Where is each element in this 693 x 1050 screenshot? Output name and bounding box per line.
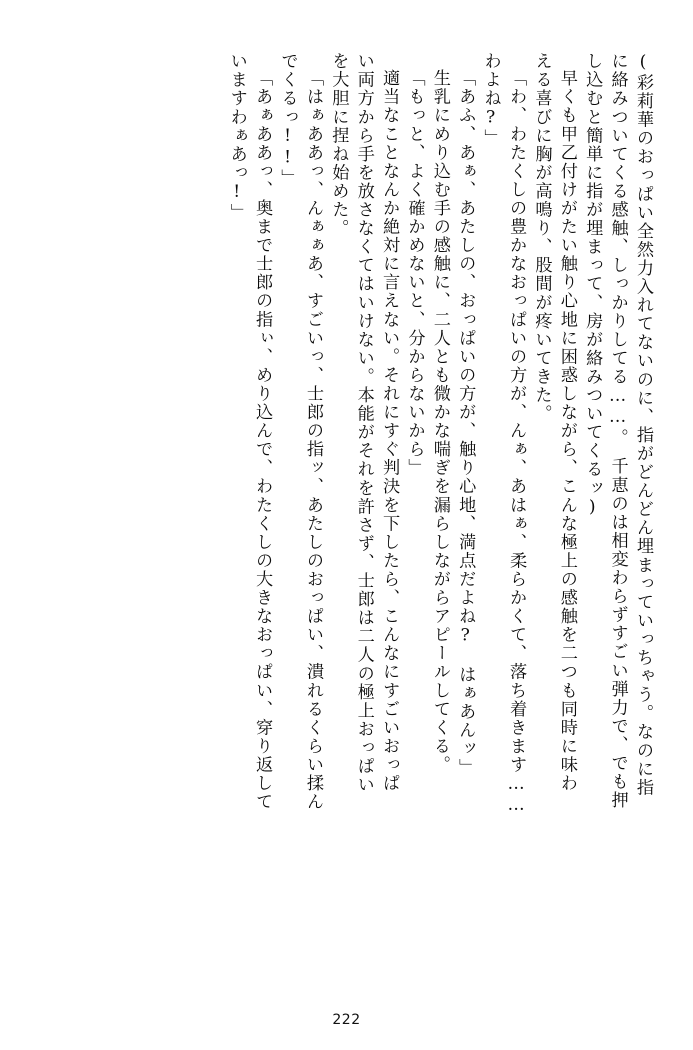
text-column: でくるっ!!」 xyxy=(277,52,298,188)
vertical-text-body xyxy=(38,52,655,982)
text-column: わよね?」 xyxy=(480,52,501,148)
text-column: 早くも甲乙付けがたい触り心地に困惑しながら、こんな極上の感触を二つも同時に味わ xyxy=(556,69,577,793)
text-column: に絡みついてくる感触、しっかりしてる……。 千恵のは相変わらずすごい弾力で、でも押 xyxy=(607,52,628,810)
text-column: を大胆に捏ね始めた。 xyxy=(328,52,349,238)
text-column: 「あぁああっ、奥まで士郎の指ぃ、めり込んで、わたくしの大きなおっぱい、穿り返して xyxy=(252,69,273,811)
text-column: 「はぁああっ、んぁぁあ、すごいっ、士郎の指ッ、あたしのおっぱい、潰れるくらい揉ん xyxy=(302,69,323,811)
text-column: い両方から手を放さなくてはいけない。本能がそれを許さず、士郎は二人の極上おっぱい xyxy=(353,52,374,794)
text-column: 「わ、わたくしの豊かなおっぱいの方が、んぁ、あはぁ、柔らかくて、落ち着きます…… xyxy=(506,69,527,817)
text-column: 生乳にめり込む手の感触に、二人とも微かな喘ぎを漏らしながらアピールしてくる。 xyxy=(429,69,450,774)
text-column: し込むと簡単に指が埋まって、房が絡みついてくるッ) xyxy=(582,52,603,519)
text-column: (彩莉華のおっぱい全然力入れてないのに、指がどんどん埋まっていっちゃう。なのに指 xyxy=(633,52,653,797)
text-column: 適当なことなんか絶対に言えない。それにすぐ判決を下したら、こんなにすごいおっぱ xyxy=(379,69,400,793)
text-column: 「あふ、あぁ、あたしの、おっぱいの方が、触り心地、満点だよね? はぁあんッ」 xyxy=(455,69,476,777)
text-column: 「もっと、よく確かめないと、分からないから」 xyxy=(404,69,425,478)
text-column: える喜びに胸が高鳴り、股間が疼いてきた。 xyxy=(531,52,552,423)
text-column: いますわぁあっ!」 xyxy=(226,52,247,222)
page-number: 222 xyxy=(332,1012,361,1028)
